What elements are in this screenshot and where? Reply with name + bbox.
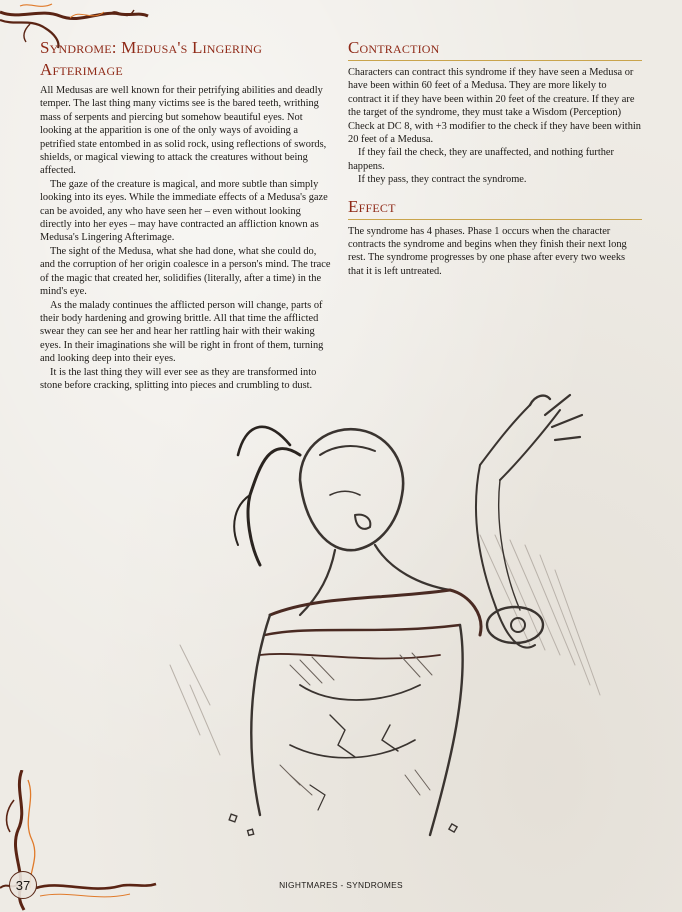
syndrome-heading-line2: Afterimage — [40, 60, 123, 79]
contraction-heading: Contraction — [348, 38, 440, 57]
effect-heading: Effect — [348, 196, 396, 216]
syndrome-heading — [40, 37, 332, 81]
paragraph: If they pass, they contract the syndrome. — [358, 174, 527, 186]
page-number: 37 — [9, 871, 37, 899]
left-column — [40, 37, 332, 392]
paragraph: As the malady continues the afflicted person will change, parts of their body hardening and growing brittle. All that time the afflicted swear they can see her and hear her rattling hair with their waking eyes. In their imaginations she will be right in front of them, turning and looking deep into their eyes. — [40, 299, 324, 365]
paragraph: Characters can contract this syndrome if they have seen a Medusa or have been within 60 feet of a Medusa. They are more likely to contract it if they have been within 20 feet of the creature. If they are the target of the syndrome, they must take a Wisdom (Perception) Check at DC 8, with +3 modifier to the check if they have been within 20 feet of a Medusa. — [348, 67, 641, 146]
petrified-figure-illustration — [150, 385, 650, 865]
paragraph: If they fail the check, they are unaffected, and nothing further happens. — [348, 147, 614, 172]
paragraph: The sight of the Medusa, what she had done, what she could do, and the corruption of her origin coalesce in a person's mind. The trace of the magic that created her, solidifies (literally, after a time) in the mind's eye. — [40, 245, 331, 298]
paragraph: All Medusas are well known for their petrifying abilities and deadly temper. The last thing many victims see is the bared teeth, writhing mass of serpents and piercing but somehow beautiful eyes. Not looking at the apparition is one of the only ways of avoiding a petrified state entombed in as solid rock, using reflections of swords, shields, or magical viewing to attack the creatures without being affected. — [40, 85, 327, 177]
footer-title: NIGHTMARES - SYNDROMES — [279, 880, 403, 890]
heading-rule — [348, 60, 642, 61]
paragraph: It is the last thing they will ever see as they are transformed into stone before cracking, splitting into pieces and crumbling to dust. — [40, 366, 317, 391]
syndrome-heading-line1: Syndrome: Medusa's Lingering — [40, 38, 263, 57]
right-column — [348, 37, 642, 278]
paragraph: The gaze of the creature is magical, and more subtle than simply looking into its eyes. While the immediate effects of a Medusa's gaze can be avoided, any who have seen her – even without looking directly into her eyes – may have contracted an affliction known as Medusa's Lingering Afterimage. — [40, 178, 328, 244]
paragraph: The syndrome has 4 phases. Phase 1 occurs when the character contracts the syndrome and begins when they finish their next long rest. The syndrome progresses by one phase after every two weeks that it is left untreated. — [348, 225, 627, 277]
heading-rule — [348, 219, 642, 220]
